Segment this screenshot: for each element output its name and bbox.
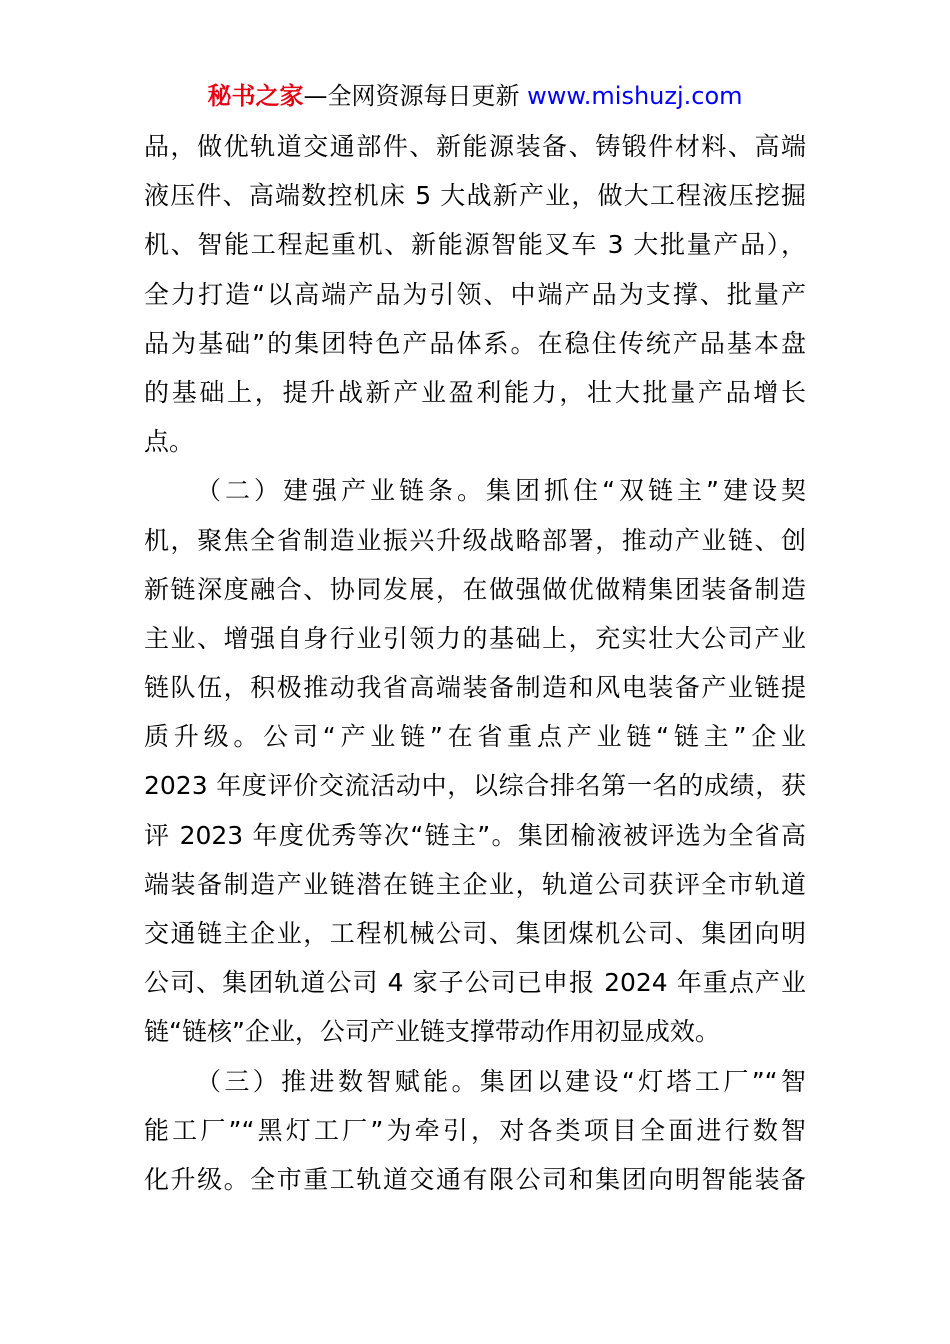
header-brand: 秘书之家	[207, 82, 304, 110]
header-url-link[interactable]: www.mishuzj.com	[527, 82, 743, 110]
text-line: 新链深度融合、协同发展，在做强做优做精集团装备制造	[144, 574, 806, 604]
paragraph-start-line: （二）建强产业链条。集团抓住“双链主”建设契	[196, 476, 806, 506]
text-line: 全力打造“以高端产品为引领、中端产品为支撑、批量产	[144, 279, 806, 309]
header-tagline: —全网资源每日更新	[303, 82, 528, 110]
text-line: 的基础上，提升战新产业盈利能力，壮大批量产品增长	[144, 377, 806, 407]
text-line: 端装备制造产业链潜在链主企业，轨道公司获评全市轨道	[144, 869, 806, 899]
text-line: 链“链核”企业，公司产业链支撑带动作用初显成效。	[144, 1017, 720, 1047]
text-line: 机、智能工程起重机、新能源智能叉车 3 大批量产品），	[144, 230, 806, 260]
text-line: 点。	[144, 427, 195, 457]
text-line: 评 2023 年度优秀等次“链主”。集团榆液被评选为全省高	[144, 820, 806, 850]
text-line: 公司、集团轨道公司 4 家子公司已申报 2024 年重点产业	[144, 968, 806, 998]
text-line: 主业、增强自身行业引领力的基础上，充实壮大公司产业	[144, 623, 806, 653]
paragraph-start-line: （三）推进数智赋能。集团以建设“灯塔工厂”“智	[196, 1066, 806, 1096]
document-body	[144, 122, 806, 1204]
page-header	[0, 80, 950, 112]
text-line: 2023 年度评价交流活动中，以综合排名第一名的成绩，获	[144, 771, 806, 801]
text-line: 交通链主企业，工程机械公司、集团煤机公司、集团向明	[144, 919, 806, 948]
text-line: 质升级。公司“产业链”在省重点产业链“链主”企业	[144, 722, 806, 752]
text-line: 链队伍，积极推动我省高端装备制造和风电装备产业链提	[144, 673, 806, 703]
text-line: 能工厂”“黑灯工厂”为牵引，对各类项目全面进行数智	[144, 1115, 806, 1145]
text-line: 液压件、高端数控机床 5 大战新产业，做大工程液压挖掘	[144, 181, 806, 211]
text-line: 品为基础”的集团特色产品体系。在稳住传统产品基本盘	[144, 328, 806, 358]
text-line: 机，聚焦全省制造业振兴升级战略部署，推动产业链、创	[144, 525, 806, 555]
text-line: 品，做优轨道交通部件、新能源装备、铸锻件材料、高端	[144, 132, 806, 161]
text-line: 化升级。全市重工轨道交通有限公司和集团向明智能装备	[144, 1164, 806, 1194]
